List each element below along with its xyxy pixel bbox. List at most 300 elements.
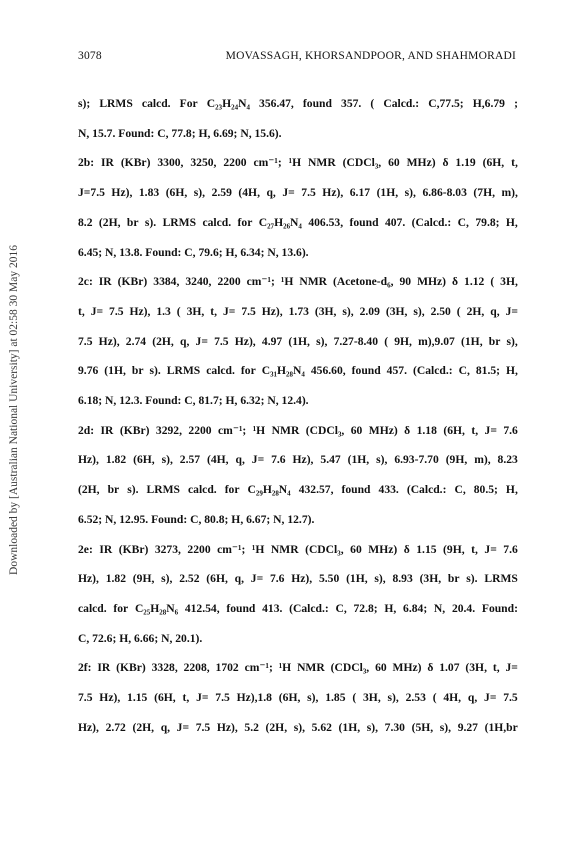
- text-line: [78, 327, 518, 357]
- text-word: found: [349, 215, 379, 229]
- text-word: (5H,: [411, 720, 434, 734]
- text-word: 79.8;: [475, 215, 500, 229]
- text-word: (Calcd.:: [411, 215, 452, 229]
- text-word: MHz): [392, 661, 422, 675]
- text-word: t,: [471, 542, 478, 556]
- text-word: 412.54,: [184, 601, 220, 615]
- text-word: 6.84;: [403, 601, 428, 615]
- text-word: LRMS: [99, 97, 133, 110]
- text-word: NMR: [297, 661, 325, 675]
- text-word: s),: [161, 453, 173, 467]
- text-word: s).: [149, 364, 161, 378]
- text-word: IR: [100, 423, 114, 437]
- text-word: cm⁻¹;: [244, 661, 273, 675]
- text-word: (CDCl₃,: [330, 661, 370, 675]
- text-word: Hz),: [78, 572, 99, 586]
- text-word: s),: [342, 304, 354, 318]
- text-line: 6.18; N, 12.3. Found: C, 81.7; H, 6.32; N, 12.4).: [78, 394, 309, 408]
- text-word: 6.93-7.70: [394, 453, 439, 467]
- text-word: 60: [388, 156, 400, 170]
- text-word: 3328,: [151, 661, 178, 675]
- text-word: LRMS: [146, 483, 180, 497]
- text-word: br: [447, 572, 460, 586]
- text-word: 2f:: [78, 661, 92, 675]
- text-word: 1.82: [105, 453, 127, 467]
- text-word: LRMS: [162, 215, 197, 229]
- text-word: Calcd.:: [383, 97, 420, 110]
- text-word: 3292,: [155, 423, 182, 437]
- text-word: 4H,: [443, 691, 462, 705]
- text-word: C,77.5;: [428, 97, 464, 110]
- text-word: 2200: [187, 542, 211, 556]
- text-word: 2.53: [405, 691, 426, 705]
- text-word: 456.60,: [310, 364, 346, 378]
- text-word: (2H,: [78, 483, 100, 497]
- text-word: 80.5;: [473, 483, 498, 497]
- text-word: Hz),: [261, 304, 283, 318]
- text-line: [78, 594, 518, 624]
- text-word: t,: [492, 661, 500, 675]
- text-word: 2.74: [125, 334, 147, 348]
- text-word: for: [224, 483, 240, 497]
- text-word: br: [126, 215, 139, 229]
- text-word: 1.3: [156, 304, 171, 318]
- text-word: Hz),: [111, 186, 133, 200]
- text-word: J=: [250, 572, 264, 586]
- text-word: H,: [505, 483, 518, 497]
- text-word: cm⁻¹;: [218, 423, 247, 437]
- text-word: (KBr): [116, 661, 146, 675]
- text-word: Hz),: [129, 304, 151, 318]
- text-word: 7.5: [214, 334, 229, 348]
- text-word: cm⁻¹;: [217, 542, 246, 556]
- text-word: br: [488, 334, 501, 348]
- download-watermark: [4, 150, 24, 670]
- text-word: H,: [384, 601, 397, 615]
- text-word: Hz),: [78, 720, 99, 734]
- text-word: 3H,: [363, 691, 381, 705]
- text-word: s),: [439, 720, 452, 734]
- text-word: (2H,: [132, 720, 155, 734]
- text-word: 413.: [262, 601, 283, 615]
- text-word: (Calcd.:: [406, 483, 447, 497]
- text-line: [78, 148, 518, 178]
- text-word: 1.15: [127, 691, 148, 705]
- text-word: IR: [98, 275, 112, 289]
- text-word: 20.4.: [451, 601, 476, 615]
- text-word: m),: [474, 453, 491, 467]
- text-word: Hz),: [234, 334, 256, 348]
- text-word: found: [226, 601, 256, 615]
- text-word: 2208,: [183, 661, 210, 675]
- text-word: Hz),: [98, 334, 120, 348]
- text-word: s),: [387, 691, 399, 705]
- text-word: 7.5: [78, 691, 93, 705]
- text-word: 3H,: [186, 304, 205, 318]
- text-word: 432.57,: [298, 483, 334, 497]
- text-word: δ: [442, 156, 449, 170]
- text-line: [78, 713, 518, 743]
- text-word: 6.17: [349, 186, 371, 200]
- text-word: Hz),: [78, 453, 99, 467]
- text-word: q,: [180, 334, 190, 348]
- text-word: calcd.: [188, 483, 217, 497]
- text-word: (: [490, 275, 495, 289]
- text-word: s),: [366, 720, 379, 734]
- text-word: 357.: [341, 97, 362, 110]
- text-word: C,: [454, 483, 466, 497]
- text-word: q,: [234, 572, 245, 586]
- text-word: NMR: [271, 423, 300, 437]
- text-word: 6.86-8.03: [422, 186, 467, 200]
- text-word: (6H,: [482, 156, 505, 170]
- text-word: 5.2: [244, 720, 259, 734]
- text-word: br: [107, 483, 120, 497]
- text-word: (1H,: [461, 334, 483, 348]
- text-word: J=: [484, 542, 497, 556]
- text-word: found: [351, 364, 381, 378]
- text-word: 433.: [378, 483, 399, 497]
- text-word: NMR: [308, 156, 336, 170]
- text-word: 7.5: [78, 334, 93, 348]
- text-word: MHz): [417, 275, 447, 289]
- text-word: NMR: [299, 275, 328, 289]
- text-word: (1H,: [338, 720, 361, 734]
- download-watermark-text: Downloaded by [Australian National University] at 02:58 30 May 2016: [8, 245, 20, 575]
- text-word: 3H,: [500, 275, 518, 289]
- text-word: δ: [404, 423, 411, 437]
- text-word: C₂₇H₂₆N₄: [258, 215, 302, 229]
- text-line: N, 15.7. Found: C, 77.8; H, 6.69; N, 15.6).: [78, 126, 282, 140]
- text-word: (1H,: [376, 186, 399, 200]
- text-word: cm⁻¹;: [246, 275, 275, 289]
- text-word: 4.97: [261, 334, 283, 348]
- text-line: [78, 445, 518, 475]
- text-word: found: [341, 483, 371, 497]
- text-word: J=: [195, 334, 208, 348]
- text-word: 1.83: [138, 186, 160, 200]
- text-word: 2.52: [179, 572, 200, 586]
- text-word: 60: [350, 542, 362, 556]
- text-word: 2.59: [211, 186, 232, 200]
- text-word: s),: [161, 572, 173, 586]
- text-word: s),: [506, 334, 518, 348]
- text-word: s),: [374, 572, 386, 586]
- text-word: ¹H: [252, 423, 266, 437]
- text-word: 1.07: [439, 661, 460, 675]
- text-word: Hz),1.8: [236, 691, 272, 705]
- text-word: q,: [266, 186, 276, 200]
- text-word: J=: [222, 304, 236, 318]
- text-word: s),: [376, 453, 388, 467]
- text-word: 7.30: [384, 720, 405, 734]
- text-word: 9H,: [394, 334, 412, 348]
- text-word: 7.5: [241, 304, 256, 318]
- text-word: q,: [160, 720, 171, 734]
- text-word: IR: [101, 156, 114, 170]
- text-word: 2b:: [78, 156, 95, 170]
- text-word: (6H,: [443, 423, 465, 437]
- text-word: s).: [127, 483, 139, 497]
- text-word: IR: [99, 542, 113, 556]
- experimental-text: [78, 89, 518, 742]
- text-word: calcd.: [78, 601, 107, 615]
- text-word: (KBr): [120, 156, 151, 170]
- text-word: (6H,: [133, 453, 155, 467]
- text-word: C₃₁H₂₈N₄: [261, 364, 305, 378]
- text-word: J=: [282, 186, 295, 200]
- text-word: (: [432, 691, 437, 705]
- text-word: C₂₃H₂₄N₄: [206, 97, 250, 110]
- text-word: 7.5: [109, 304, 124, 318]
- text-line: 6.45; N, 13.8. Found: C, 79.6; H, 6.34; N, 13.6).: [78, 245, 309, 259]
- text-word: t,: [511, 156, 518, 170]
- text-word: q,: [235, 453, 245, 467]
- text-word: 7.5: [195, 720, 211, 734]
- text-word: 7.6: [503, 423, 518, 437]
- text-line: [78, 208, 518, 238]
- text-word: s).: [466, 572, 478, 586]
- text-word: (Calcd.:: [289, 601, 329, 615]
- text-word: (KBr): [118, 542, 149, 556]
- text-word: 1.82: [105, 572, 127, 586]
- text-word: (: [176, 304, 181, 318]
- text-word: (6H,: [165, 186, 188, 200]
- text-word: 2.72: [105, 720, 126, 734]
- text-word: 2.50: [430, 304, 451, 318]
- text-word: s);: [78, 97, 91, 110]
- text-word: J=: [176, 720, 190, 734]
- text-word: J=: [505, 304, 518, 318]
- text-word: (Calcd.:: [412, 364, 453, 378]
- text-word: (Acetone-d₆,: [333, 275, 394, 289]
- text-word: t,: [471, 423, 479, 437]
- text-word: 7.6: [269, 572, 285, 586]
- text-word: s),: [413, 304, 425, 318]
- text-word: cm⁻¹;: [253, 156, 282, 170]
- text-word: Found:: [481, 601, 518, 615]
- text-line: [78, 297, 518, 327]
- text-word: 457.: [386, 364, 407, 378]
- text-line: [78, 89, 518, 119]
- text-word: 7.6: [271, 453, 286, 467]
- text-word: J=7.5: [78, 186, 105, 200]
- text-word: br: [131, 364, 144, 378]
- text-word: q,: [490, 304, 500, 318]
- text-word: 3250,: [190, 156, 217, 170]
- text-line: [78, 683, 518, 713]
- text-word: (6H,: [206, 572, 228, 586]
- text-word: C₂₅H₂₈N₆: [134, 601, 179, 615]
- text-word: t,: [78, 304, 85, 318]
- text-word: (4H,: [207, 453, 229, 467]
- text-word: 5.62: [311, 720, 332, 734]
- text-word: C₂₉H₂₈N₄: [247, 483, 291, 497]
- text-word: m),: [501, 186, 518, 200]
- text-word: calcd.: [141, 97, 171, 110]
- text-word: Hz),: [216, 720, 238, 734]
- running-head: MOVASSAGH, KHORSANDPOOR, AND SHAHMORADI: [225, 50, 516, 62]
- text-word: 7.6: [503, 542, 518, 556]
- text-word: (3H,: [314, 304, 337, 318]
- text-word: (: [370, 97, 375, 110]
- text-word: 2c:: [78, 275, 93, 289]
- text-line: [78, 356, 518, 386]
- text-word: δ: [427, 661, 434, 675]
- text-word: 2e:: [78, 542, 93, 556]
- text-word: 3240,: [185, 275, 212, 289]
- text-word: 1.19: [455, 156, 476, 170]
- text-word: (KBr): [119, 423, 150, 437]
- text-word: 8.2: [78, 215, 93, 229]
- text-word: 2d:: [78, 423, 95, 437]
- text-word: LRMS: [166, 364, 201, 378]
- text-word: 7.5: [215, 691, 230, 705]
- text-word: s),: [307, 691, 319, 705]
- text-word: (CDCl₃,: [342, 156, 382, 170]
- text-word: 9.27: [457, 720, 478, 734]
- text-word: (: [456, 304, 461, 318]
- text-word: 7.5: [301, 186, 316, 200]
- text-word: J=: [251, 453, 265, 467]
- text-line: [78, 564, 518, 594]
- text-word: δ: [403, 542, 410, 556]
- text-word: 60: [350, 423, 363, 437]
- text-word: 8.93: [392, 572, 413, 586]
- text-word: N,: [433, 601, 446, 615]
- text-word: IR: [97, 661, 111, 675]
- text-word: (1H,: [346, 572, 368, 586]
- text-word: 5.50: [318, 572, 340, 586]
- text-word: 60: [375, 661, 387, 675]
- text-word: calcd.: [202, 215, 232, 229]
- text-word: 2200: [188, 423, 212, 437]
- text-word: 72.8;: [353, 601, 378, 615]
- text-word: J=: [196, 691, 209, 705]
- text-word: 1.85: [325, 691, 346, 705]
- text-word: (2H,: [265, 720, 288, 734]
- text-word: (3H,: [385, 304, 408, 318]
- text-word: 3273,: [154, 542, 181, 556]
- text-line: C, 72.6; H, 6.66; N, 20.1).: [78, 631, 203, 645]
- text-word: (CDCl₃,: [305, 423, 345, 437]
- text-word: (9H,: [132, 572, 155, 586]
- text-word: 2200: [217, 275, 241, 289]
- text-word: 356.47,: [259, 97, 294, 110]
- text-word: s).: [144, 215, 157, 229]
- text-word: J=: [484, 423, 497, 437]
- text-line: [78, 178, 518, 208]
- text-word: 5.47: [320, 453, 341, 467]
- text-word: LRMS: [484, 572, 518, 586]
- text-word: t,: [210, 304, 218, 318]
- text-word: 1702: [215, 661, 239, 675]
- text-word: δ: [452, 275, 459, 289]
- text-word: 2200: [223, 156, 247, 170]
- text-word: for: [113, 601, 129, 615]
- text-word: (: [352, 691, 357, 705]
- text-word: 2.57: [179, 453, 201, 467]
- text-word: Hz),: [291, 572, 313, 586]
- text-word: (1H,: [347, 453, 370, 467]
- text-word: H,6.79: [472, 97, 505, 110]
- text-line: [78, 535, 518, 565]
- text-word: ¹H: [251, 542, 265, 556]
- text-word: (: [384, 334, 389, 348]
- text-word: (1H,: [288, 334, 310, 348]
- text-word: 3384,: [153, 275, 180, 289]
- text-word: MHz): [368, 423, 398, 437]
- text-word: (9H,: [445, 453, 468, 467]
- text-word: found: [302, 97, 332, 110]
- text-word: (2H,: [98, 215, 121, 229]
- text-word: 8.23: [497, 453, 518, 467]
- text-word: s),: [293, 720, 305, 734]
- text-word: (6H,: [154, 691, 176, 705]
- text-word: ¹H: [278, 661, 292, 675]
- text-word: (4H,: [238, 186, 260, 200]
- text-word: s),: [316, 334, 328, 348]
- text-word: 2H,: [466, 304, 485, 318]
- text-word: 1.18: [416, 423, 437, 437]
- text-word: 1.12: [464, 275, 485, 289]
- text-word: J=: [90, 304, 104, 318]
- text-word: (KBr): [117, 275, 148, 289]
- text-word: (9H,: [443, 542, 465, 556]
- text-word: 2.09: [359, 304, 380, 318]
- text-word: q,: [467, 691, 478, 705]
- text-word: (1H,: [104, 364, 126, 378]
- text-word: Hz),: [292, 453, 314, 467]
- text-word: (CDCl₃,: [305, 542, 344, 556]
- text-word: C,: [458, 364, 470, 378]
- text-word: MHz): [368, 542, 398, 556]
- text-word: MHz): [406, 156, 436, 170]
- text-line: [78, 653, 518, 683]
- text-word: 1.73: [288, 304, 309, 318]
- text-word: 9.76: [78, 364, 99, 378]
- text-word: J=: [484, 691, 497, 705]
- text-word: m),9.07: [418, 334, 455, 348]
- text-word: C,: [457, 215, 469, 229]
- text-word: ;: [514, 97, 518, 110]
- text-word: (2H,: [152, 334, 174, 348]
- text-word: NMR: [270, 542, 299, 556]
- text-word: 7.27-8.40: [333, 334, 379, 348]
- text-word: (3H,: [465, 661, 487, 675]
- page-number: 3078: [78, 50, 102, 62]
- text-word: Hz),: [322, 186, 344, 200]
- text-word: s),: [193, 186, 206, 200]
- text-word: 81.5;: [475, 364, 501, 378]
- text-word: C,: [335, 601, 347, 615]
- text-line: [78, 267, 518, 297]
- text-word: H,: [506, 364, 518, 378]
- text-word: 1.15: [416, 542, 437, 556]
- text-word: t,: [182, 691, 190, 705]
- text-word: calcd.: [206, 364, 235, 378]
- text-word: for: [237, 215, 253, 229]
- text-word: (1H,br: [484, 720, 518, 734]
- text-word: ¹H: [288, 156, 302, 170]
- text-word: 3300,: [157, 156, 184, 170]
- text-word: (6H,: [278, 691, 301, 705]
- text-word: J=: [505, 661, 518, 675]
- text-word: For: [179, 97, 198, 110]
- text-word: s),: [404, 186, 416, 200]
- text-word: (3H,: [419, 572, 442, 586]
- text-word: (7H,: [473, 186, 495, 200]
